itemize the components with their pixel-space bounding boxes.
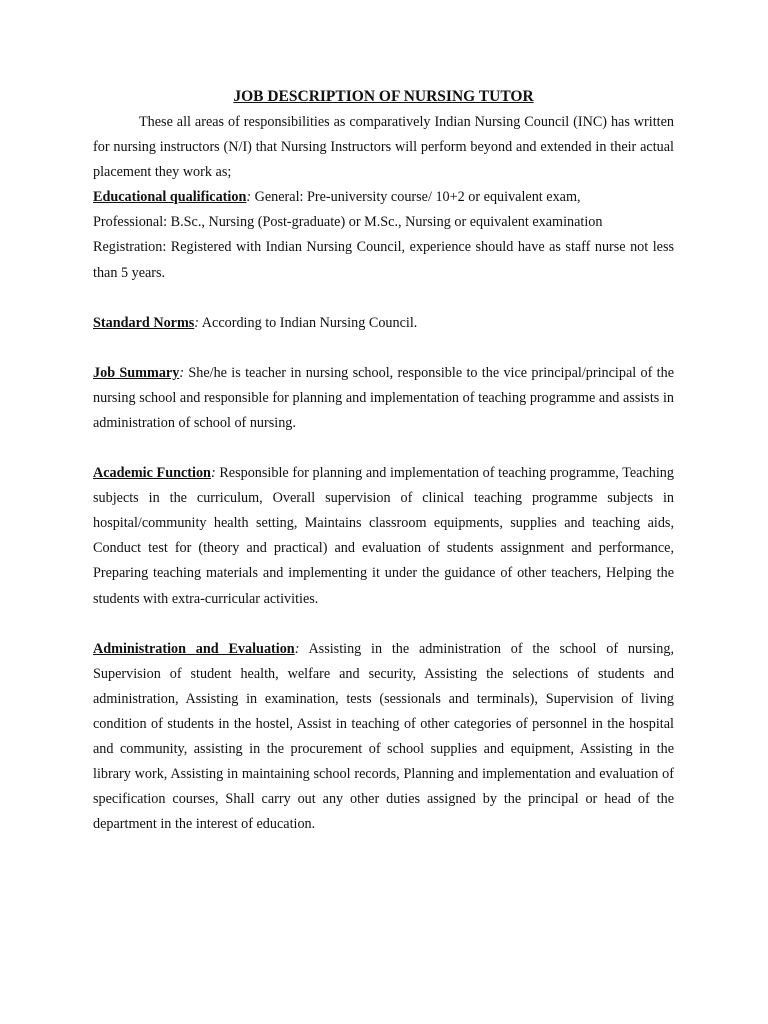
administration-evaluation-label: Administration and Evaluation [93,640,295,657]
job-summary-paragraph [93,361,674,436]
educational-qualification-registration: Registration: Registered with Indian Nursing Council, experience should have as staff nurse not less than 5 years. [93,239,674,281]
job-summary-text: She/he is teacher in nursing school, responsible to the vice principal/principal of the nursing school and responsible for planning and implementation of teaching programme and assists in administration of school of nursing. [93,364,674,431]
standard-norms-colon: : [194,314,200,331]
paragraph-spacer [93,286,674,311]
administration-evaluation-paragraph [93,637,674,838]
educational-qualification-colon: : [246,189,252,206]
paragraph-spacer [93,612,674,637]
academic-function-colon: : [210,465,216,482]
page-title: JOB DESCRIPTION OF NURSING TUTOR [233,88,534,105]
educational-qualification-label: Educational qualification [93,189,247,206]
academic-function-paragraph [93,461,674,612]
administration-evaluation-text: Assisting in the administration of the school of nursing, Supervision of student health, welfare and security, Assisting the selections of students and administration, Assisting in examination, tests (sessionals and terminals), Supervision of living condition of students in the hostel, Assist in teaching of other categories of personnel in the hospital and community, assisting in the procurement of school supplies and equipment, Assisting in the library work, Assisting in maintaining school records, Planning and implementation and evaluation of specification courses, Shall carry out any other duties assigned by the principal or head of the department in the interest of education. [93,640,674,833]
educational-qualification-professional: Professional: B.Sc., Nursing (Post-graduate) or M.Sc., Nursing or equivalent examination [93,214,603,231]
standard-norms-label: Standard Norms [93,314,195,331]
educational-qualification-general-text: General: Pre-university course/ 10+2 or equivalent exam, [251,189,581,206]
paragraph-spacer [93,436,674,461]
job-summary-colon: : [179,364,185,381]
paragraph-spacer [93,336,674,361]
job-summary-label: Job Summary [93,364,180,381]
standard-norms-text: According to Indian Nursing Council. [199,314,418,331]
intro-paragraph: These all areas of responsibilities as comparatively Indian Nursing Council (INC) has written for nursing instructors (N/I) that Nursing Instructors will perform beyond and extended in their actual placement they work as; [93,114,674,181]
educational-qualification-general [93,185,674,210]
administration-evaluation-colon: : [294,640,300,657]
standard-norms-paragraph [93,311,674,336]
academic-function-text: Responsible for planning and implementation of teaching programme, Teaching subjects in the curriculum, Overall supervision of clinical teaching programme subjects in hospital/community health setting, Maintains classroom equipments, supplies and teaching aids, Conduct test for (theory and practical) and evaluation of students assignment and performance, Preparing teaching materials and implementing it under the guidance of other teachers, Helping the students with extra-curricular activities. [93,465,674,607]
academic-function-label: Academic Function [93,465,211,482]
document-body [93,86,674,837]
